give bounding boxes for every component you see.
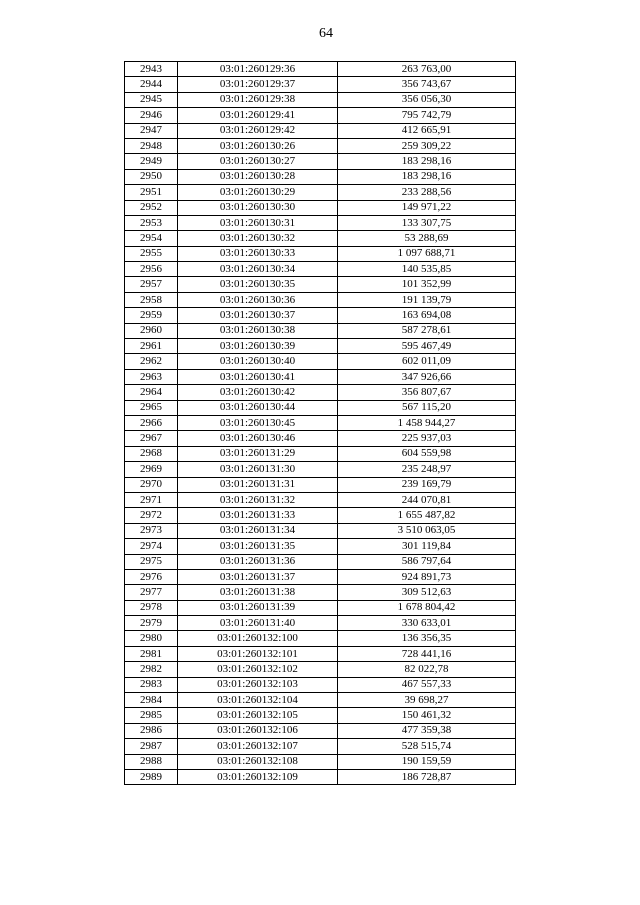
- table-row: [125, 231, 516, 246]
- cadastral-number-cell: 03:01:260130:45: [178, 415, 338, 430]
- cadastral-number-cell: 03:01:260131:38: [178, 585, 338, 600]
- cadastral-number-cell: 03:01:260130:31: [178, 215, 338, 230]
- row-number-cell: 2947: [125, 123, 178, 138]
- table-row: [125, 277, 516, 292]
- row-number-cell: 2980: [125, 631, 178, 646]
- value-cell: 183 298,16: [338, 169, 516, 184]
- table-row: [125, 769, 516, 784]
- cadastral-number-cell: 03:01:260132:104: [178, 693, 338, 708]
- cadastral-number-cell: 03:01:260132:100: [178, 631, 338, 646]
- cadastral-number-cell: 03:01:260130:40: [178, 354, 338, 369]
- value-cell: 567 115,20: [338, 400, 516, 415]
- table-row: [125, 508, 516, 523]
- cadastral-number-cell: 03:01:260131:31: [178, 477, 338, 492]
- table-row: [125, 754, 516, 769]
- value-cell: 347 926,66: [338, 369, 516, 384]
- row-number-cell: 2955: [125, 246, 178, 261]
- cadastral-number-cell: 03:01:260131:33: [178, 508, 338, 523]
- table-row: [125, 92, 516, 107]
- row-number-cell: 2952: [125, 200, 178, 215]
- value-cell: 1 097 688,71: [338, 246, 516, 261]
- value-cell: 150 461,32: [338, 708, 516, 723]
- value-cell: 136 356,35: [338, 631, 516, 646]
- cadastral-number-cell: 03:01:260132:106: [178, 723, 338, 738]
- row-number-cell: 2944: [125, 77, 178, 92]
- row-number-cell: 2983: [125, 677, 178, 692]
- row-number-cell: 2958: [125, 292, 178, 307]
- cadastral-number-cell: 03:01:260130:36: [178, 292, 338, 307]
- table-row: [125, 600, 516, 615]
- cadastral-number-cell: 03:01:260130:35: [178, 277, 338, 292]
- table-row: [125, 616, 516, 631]
- table-row: [125, 462, 516, 477]
- value-cell: 140 535,85: [338, 262, 516, 277]
- table-row: [125, 646, 516, 661]
- cadastral-number-cell: 03:01:260131:29: [178, 446, 338, 461]
- row-number-cell: 2974: [125, 539, 178, 554]
- table-row: [125, 108, 516, 123]
- table-row: [125, 339, 516, 354]
- cadastral-number-cell: 03:01:260129:41: [178, 108, 338, 123]
- table-row: [125, 308, 516, 323]
- page-number: 64: [319, 26, 333, 41]
- row-number-cell: 2973: [125, 523, 178, 538]
- cadastral-number-cell: 03:01:260129:38: [178, 92, 338, 107]
- cadastral-number-cell: 03:01:260130:26: [178, 138, 338, 153]
- table-row: [125, 77, 516, 92]
- table-row: [125, 708, 516, 723]
- table-row: [125, 569, 516, 584]
- cadastral-number-cell: 03:01:260130:29: [178, 185, 338, 200]
- cadastral-number-cell: 03:01:260129:36: [178, 62, 338, 77]
- value-cell: 82 022,78: [338, 662, 516, 677]
- row-number-cell: 2966: [125, 415, 178, 430]
- value-cell: 604 559,98: [338, 446, 516, 461]
- table-row: [125, 662, 516, 677]
- cadastral-number-cell: 03:01:260130:46: [178, 431, 338, 446]
- table-row: [125, 354, 516, 369]
- value-cell: 183 298,16: [338, 154, 516, 169]
- row-number-cell: 2956: [125, 262, 178, 277]
- row-number-cell: 2943: [125, 62, 178, 77]
- row-number-cell: 2968: [125, 446, 178, 461]
- value-cell: 235 248,97: [338, 462, 516, 477]
- value-cell: 191 139,79: [338, 292, 516, 307]
- row-number-cell: 2984: [125, 693, 178, 708]
- row-number-cell: 2979: [125, 616, 178, 631]
- cadastral-number-cell: 03:01:260131:30: [178, 462, 338, 477]
- table-row: [125, 677, 516, 692]
- cadastral-number-cell: 03:01:260131:34: [178, 523, 338, 538]
- value-cell: 477 359,38: [338, 723, 516, 738]
- value-cell: 924 891,73: [338, 569, 516, 584]
- row-number-cell: 2988: [125, 754, 178, 769]
- value-cell: 190 159,59: [338, 754, 516, 769]
- row-number-cell: 2961: [125, 339, 178, 354]
- value-cell: 263 763,00: [338, 62, 516, 77]
- row-number-cell: 2948: [125, 138, 178, 153]
- value-cell: 225 937,03: [338, 431, 516, 446]
- row-number-cell: 2957: [125, 277, 178, 292]
- table-row: [125, 693, 516, 708]
- table-row: [125, 185, 516, 200]
- table-row: [125, 154, 516, 169]
- cadastral-number-cell: 03:01:260132:101: [178, 646, 338, 661]
- cadastral-number-cell: 03:01:260130:27: [178, 154, 338, 169]
- table-body: [125, 62, 516, 785]
- value-cell: 728 441,16: [338, 646, 516, 661]
- row-number-cell: 2963: [125, 369, 178, 384]
- row-number-cell: 2950: [125, 169, 178, 184]
- cadastral-number-cell: 03:01:260130:38: [178, 323, 338, 338]
- cadastral-number-cell: 03:01:260130:28: [178, 169, 338, 184]
- table-row: [125, 123, 516, 138]
- row-number-cell: 2970: [125, 477, 178, 492]
- row-number-cell: 2977: [125, 585, 178, 600]
- value-cell: 239 169,79: [338, 477, 516, 492]
- cadastral-number-cell: 03:01:260130:39: [178, 339, 338, 354]
- cadastral-number-cell: 03:01:260130:33: [178, 246, 338, 261]
- table-row: [125, 523, 516, 538]
- cadastral-number-cell: 03:01:260131:39: [178, 600, 338, 615]
- value-cell: 53 288,69: [338, 231, 516, 246]
- value-cell: 412 665,91: [338, 123, 516, 138]
- value-cell: 356 743,67: [338, 77, 516, 92]
- table-row: [125, 631, 516, 646]
- row-number-cell: 2986: [125, 723, 178, 738]
- table-row: [125, 138, 516, 153]
- value-cell: 301 119,84: [338, 539, 516, 554]
- table-row: [125, 369, 516, 384]
- row-number-cell: 2971: [125, 492, 178, 507]
- value-cell: 586 797,64: [338, 554, 516, 569]
- row-number-cell: 2959: [125, 308, 178, 323]
- value-cell: 1 458 944,27: [338, 415, 516, 430]
- cadastral-number-cell: 03:01:260129:37: [178, 77, 338, 92]
- cadastral-number-cell: 03:01:260132:109: [178, 769, 338, 784]
- cadastral-number-cell: 03:01:260130:37: [178, 308, 338, 323]
- table-row: [125, 262, 516, 277]
- cadastral-number-cell: 03:01:260130:32: [178, 231, 338, 246]
- value-cell: 309 512,63: [338, 585, 516, 600]
- table-row: [125, 385, 516, 400]
- table-row: [125, 62, 516, 77]
- table-row: [125, 292, 516, 307]
- row-number-cell: 2972: [125, 508, 178, 523]
- table-row: [125, 554, 516, 569]
- row-number-cell: 2975: [125, 554, 178, 569]
- cadastral-number-cell: 03:01:260132:108: [178, 754, 338, 769]
- table-row: [125, 723, 516, 738]
- table-row: [125, 477, 516, 492]
- table-row: [125, 215, 516, 230]
- row-number-cell: 2945: [125, 92, 178, 107]
- row-number-cell: 2949: [125, 154, 178, 169]
- cadastral-number-cell: 03:01:260132:107: [178, 739, 338, 754]
- cadastral-number-cell: 03:01:260130:30: [178, 200, 338, 215]
- value-cell: 795 742,79: [338, 108, 516, 123]
- cadastral-number-cell: 03:01:260131:36: [178, 554, 338, 569]
- row-number-cell: 2962: [125, 354, 178, 369]
- value-cell: 163 694,08: [338, 308, 516, 323]
- row-number-cell: 2953: [125, 215, 178, 230]
- cadastral-number-cell: 03:01:260130:44: [178, 400, 338, 415]
- value-cell: 587 278,61: [338, 323, 516, 338]
- row-number-cell: 2978: [125, 600, 178, 615]
- value-cell: 602 011,09: [338, 354, 516, 369]
- row-number-cell: 2985: [125, 708, 178, 723]
- table-row: [125, 585, 516, 600]
- row-number-cell: 2969: [125, 462, 178, 477]
- value-cell: 330 633,01: [338, 616, 516, 631]
- table-row: [125, 169, 516, 184]
- value-cell: 595 467,49: [338, 339, 516, 354]
- row-number-cell: 2964: [125, 385, 178, 400]
- row-number-cell: 2982: [125, 662, 178, 677]
- cadastral-number-cell: 03:01:260132:105: [178, 708, 338, 723]
- cadastral-number-cell: 03:01:260130:34: [178, 262, 338, 277]
- row-number-cell: 2946: [125, 108, 178, 123]
- value-cell: 39 698,27: [338, 693, 516, 708]
- value-cell: 528 515,74: [338, 739, 516, 754]
- table-row: [125, 400, 516, 415]
- value-cell: 356 807,67: [338, 385, 516, 400]
- row-number-cell: 2960: [125, 323, 178, 338]
- value-cell: 149 971,22: [338, 200, 516, 215]
- cadastral-number-cell: 03:01:260132:103: [178, 677, 338, 692]
- table-row: [125, 739, 516, 754]
- row-number-cell: 2976: [125, 569, 178, 584]
- row-number-cell: 2987: [125, 739, 178, 754]
- cadastral-number-cell: 03:01:260129:42: [178, 123, 338, 138]
- table-row: [125, 431, 516, 446]
- value-cell: 3 510 063,05: [338, 523, 516, 538]
- row-number-cell: 2954: [125, 231, 178, 246]
- table-row: [125, 323, 516, 338]
- cadastral-number-cell: 03:01:260132:102: [178, 662, 338, 677]
- value-cell: 259 309,22: [338, 138, 516, 153]
- cadastral-number-cell: 03:01:260130:42: [178, 385, 338, 400]
- table-row: [125, 246, 516, 261]
- cadastral-number-cell: 03:01:260130:41: [178, 369, 338, 384]
- row-number-cell: 2951: [125, 185, 178, 200]
- value-cell: 1 655 487,82: [338, 508, 516, 523]
- value-cell: 186 728,87: [338, 769, 516, 784]
- row-number-cell: 2967: [125, 431, 178, 446]
- cadastral-number-cell: 03:01:260131:35: [178, 539, 338, 554]
- value-cell: 356 056,30: [338, 92, 516, 107]
- cadastral-number-cell: 03:01:260131:37: [178, 569, 338, 584]
- row-number-cell: 2965: [125, 400, 178, 415]
- value-cell: 244 070,81: [338, 492, 516, 507]
- table-row: [125, 539, 516, 554]
- table-row: [125, 415, 516, 430]
- cadastral-number-cell: 03:01:260131:40: [178, 616, 338, 631]
- data-table: [124, 61, 516, 785]
- table-row: [125, 446, 516, 461]
- value-cell: 133 307,75: [338, 215, 516, 230]
- value-cell: 101 352,99: [338, 277, 516, 292]
- row-number-cell: 2989: [125, 769, 178, 784]
- value-cell: 233 288,56: [338, 185, 516, 200]
- value-cell: 467 557,33: [338, 677, 516, 692]
- value-cell: 1 678 804,42: [338, 600, 516, 615]
- cadastral-number-cell: 03:01:260131:32: [178, 492, 338, 507]
- row-number-cell: 2981: [125, 646, 178, 661]
- table-row: [125, 200, 516, 215]
- table-row: [125, 492, 516, 507]
